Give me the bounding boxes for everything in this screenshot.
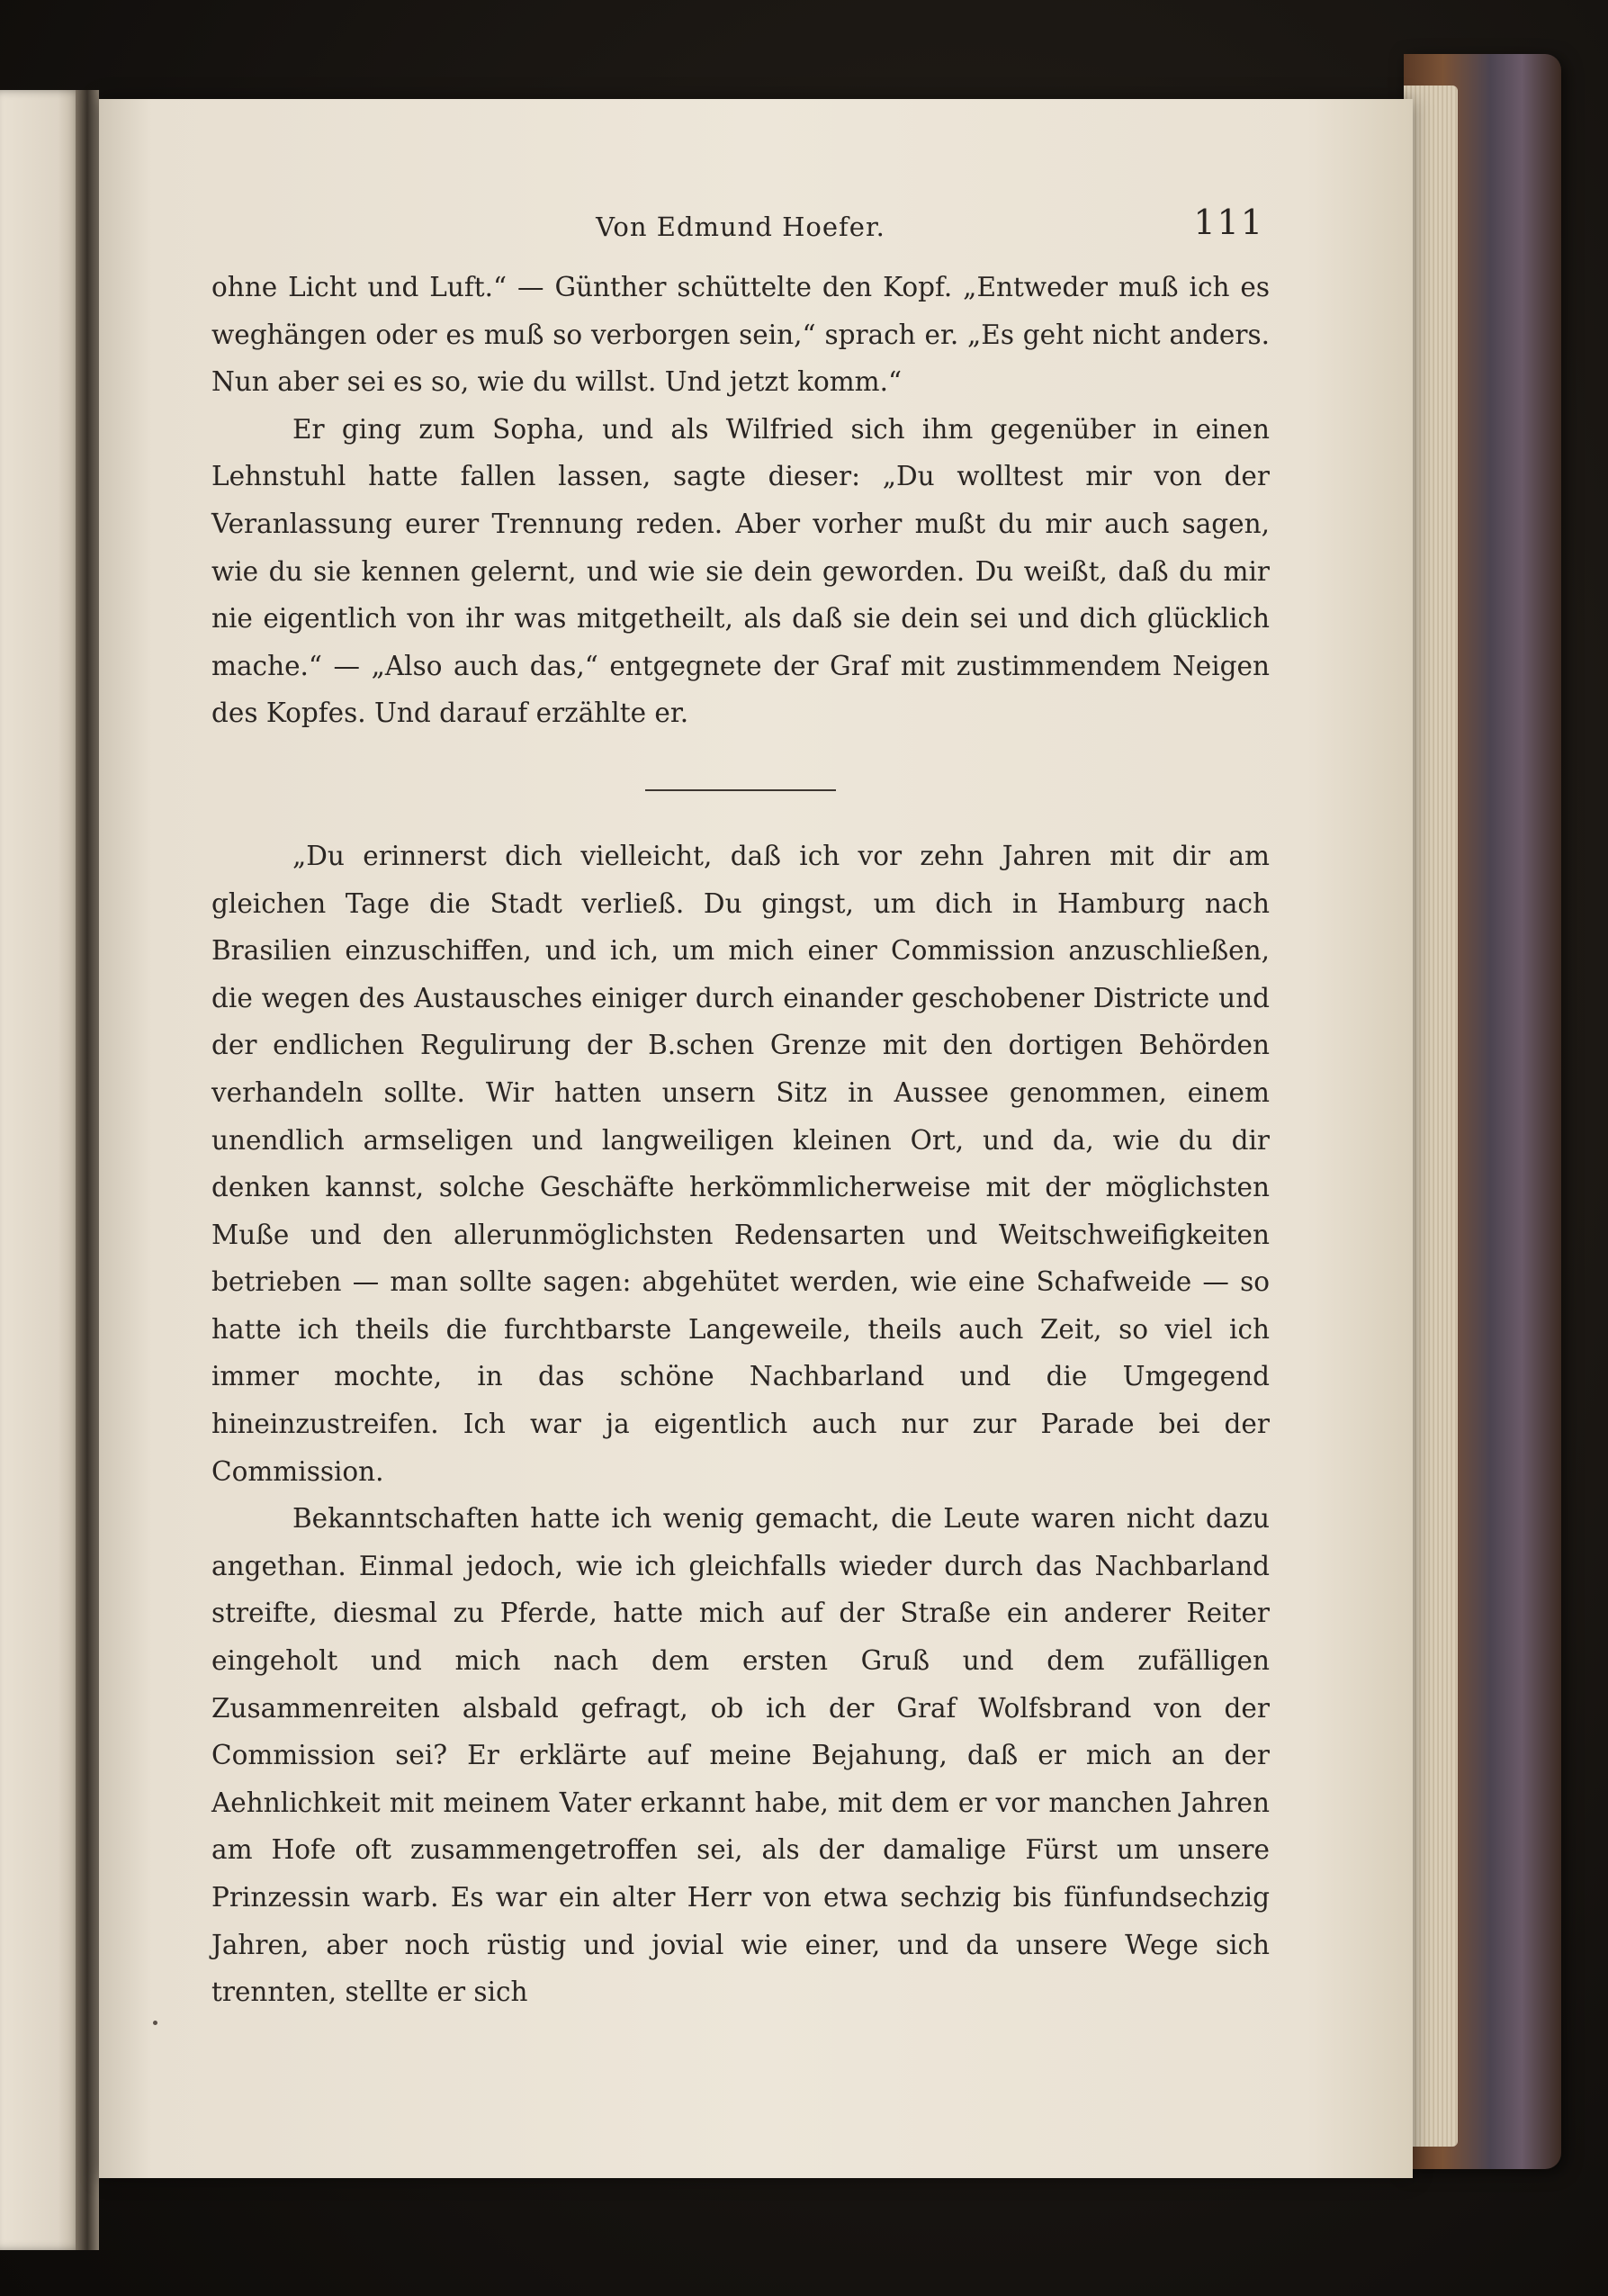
section-divider — [645, 789, 836, 791]
paragraph: Bekanntschaften hatte ich wenig gemacht, die Leute waren nicht dazu angethan. Einmal jedoch, wie ich gleichfalls wieder durch das Nachbarland streifte, diesmal zu Pferde, hatte mich auf der Straße ein anderer Reiter eingeholt und mich nach dem ersten Gruß und dem zufälligen Zusammenreiten alsbald gefragt, ob ich der Graf Wolfsbrand von der Commission sei? Er erklärte auf meine Bejahung, daß er mich an der Aehnlichkeit mit meinem Vater erkannt habe, mit dem er vor manchen Jahren am Hofe oft zusammengetroffen sei, als der damalige Fürst um unsere Prinzessin warb. Es war ein alter Herr von etwa sechzig bis fünfundsechzig Jahren, aber noch rüstig und jovial wie einer, und da unsere Wege sich trennten, stellte er sich — [211, 1503, 1270, 2008]
page-content — [211, 203, 1270, 2016]
paragraph: ohne Licht und Luft.“ — Günther schüttelte den Kopf. „Entweder muß ich es weghängen oder es muß so verborgen sein,“ sprach er. „Es geht nicht anders. Nun aber sei es so, wie du willst. Und jetzt komm.“ — [211, 272, 1270, 398]
book-gutter — [76, 90, 99, 2250]
facing-page-edge — [0, 90, 83, 2250]
page-number: 111 — [1193, 203, 1264, 242]
page-header — [211, 203, 1270, 257]
paragraph: Er ging zum Sopha, und als Wilfried sich ihm gegenüber in einen Lehnstuhl hatte fallen lassen, sagte dieser: „Du wolltest mir von der Veranlassung eurer Trennung reden. Aber vorher mußt du mir auch sagen, wie du sie kennen gelernt, und wie sie dein geworden. Du weißt, daß du mir nie eigentlich von ihr was mitgetheilt, als daß sie dein sei und dich glücklich mache.“ — „Also auch das,“ entgegnete der Graf mit zustimmendem Neigen des Kopfes. Und darauf erzählte er. — [211, 413, 1270, 729]
running-head: Von Edmund Hoefer. — [596, 212, 885, 242]
ink-speck — [153, 2021, 157, 2025]
paragraph: „Du erinnerst dich vielleicht, daß ich vor zehn Jahren mit dir am gleichen Tage die Stadt verließ. Du gingst, um dich in Hamburg nach Brasilien einzuschiffen, und ich, um mich einer Commission anzuschließen, die wegen des Austausches einiger durch einander geschobener Districte und der endlichen Regulirung der B.schen Grenze mit den dortigen Behörden verhandeln sollte. Wir hatten unsern Sitz in Aussee genommen, einem unendlich armseligen und langweiligen kleinen Ort, und da, wie du dir denken kannst, solche Geschäfte herkömmlicherweise mit der möglichsten Muße und den allerunmöglichsten Redensarten und Weitschweifigkeiten betrieben — man sollte sagen: abgehütet werden, wie eine Schafweide — so hatte ich theils die furchtbarste Langeweile, theils auch Zeit, so viel ich immer mochte, in das schöne Nachbarland und die Umgegend hineinzustreifen. Ich war ja eigentlich auch nur zur Parade bei der Commission. — [211, 840, 1270, 1487]
